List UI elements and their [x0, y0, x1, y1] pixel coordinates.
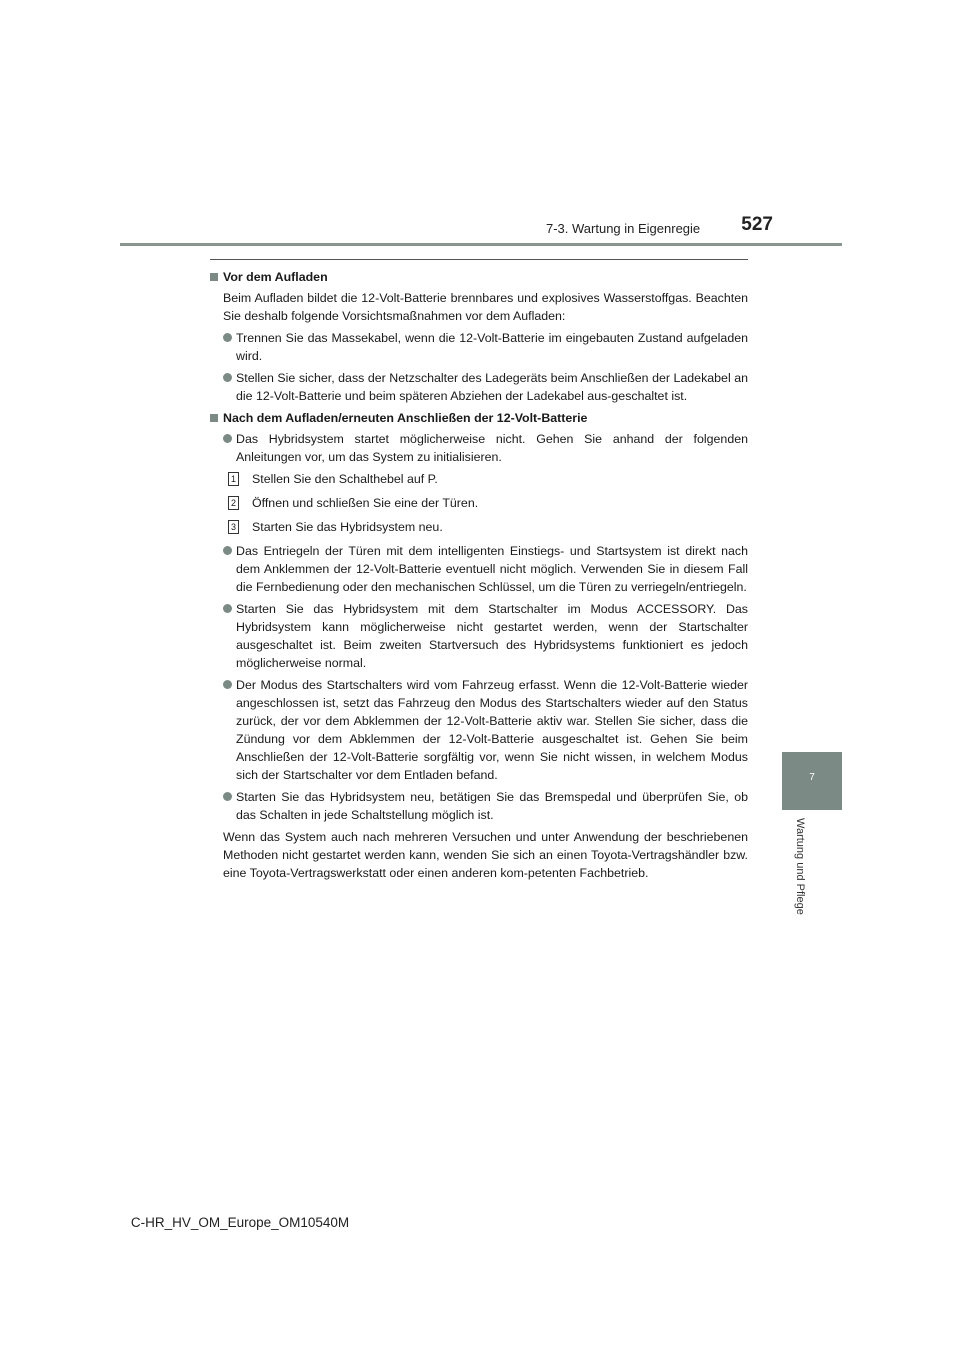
list-item [210, 600, 748, 672]
intro-paragraph: Beim Aufladen bildet die 12-Volt-Batterie brennbares und explosives Wasserstoffgas. Beachten Sie deshalb folgende Vorsichtsmaßnahmen vor dem Aufladen: [223, 291, 748, 323]
list-item-text: Das Hybridsystem startet möglicherweise nicht. Gehen Sie anhand der folgenden Anleitungen vor, um das System zu initialisieren. [236, 432, 748, 464]
heading-before-charging [210, 268, 748, 286]
heading-text: Nach dem Aufladen/erneuten Anschließen der 12-Volt-Batterie [223, 411, 588, 425]
round-bullet-icon [223, 680, 232, 689]
chapter-tab [782, 752, 842, 810]
step-item [210, 494, 748, 512]
round-bullet-icon [223, 792, 232, 801]
step-number-box: 2 [228, 496, 239, 510]
page-content [210, 268, 748, 882]
list-item-text: Starten Sie das Hybridsystem mit dem Startschalter im Modus ACCESSORY. Das Hybridsystem kann möglicherweise nicht gestartet werden, wenn der Startschalter ausgeschaltet ist. Beim zweiten Startversuch des Hybridsystems funktioniert es jedoch möglicherweise normal. [236, 602, 748, 670]
step-item [210, 518, 748, 536]
section-title: 7-3. Wartung in Eigenregie [546, 221, 701, 236]
list-item [210, 788, 748, 824]
document-id: C-HR_HV_OM_Europe_OM10540M [130, 1215, 350, 1230]
step-item [210, 470, 748, 488]
list-item-text: Der Modus des Startschalters wird vom Fahrzeug erfasst. Wenn die 12-Volt-Batterie wieder angeschlossen ist, setzt das Fahrzeug den Modus des Startschalters wieder auf den Status zurück, der vor dem Abklemmen der 12-Volt-Batterie aktiv war. Stellen Sie sicher, dass die Zündung vor dem Abklemmen der 12-Volt-Batterie ausgeschaltet ist. Gehen Sie beim Anschließen der 12-Volt-Batterie sorgfältig vor, wenn Sie nicht wissen, in welchem Modus sich der Startschalter vor dem Entladen befand. [236, 678, 748, 782]
list-item [210, 369, 748, 405]
page-number: 527 [741, 214, 773, 235]
list-item-text: Starten Sie das Hybridsystem neu, betätigen Sie das Bremspedal und überprüfen Sie, ob das Schalten in jede Schaltstellung möglich ist. [236, 790, 748, 822]
square-bullet-icon [210, 414, 218, 422]
round-bullet-icon [223, 373, 232, 382]
step-number-box: 3 [228, 520, 239, 534]
content-top-rule [210, 259, 748, 260]
list-item-text: Das Entriegeln der Türen mit dem intelligenten Einstiegs- und Startsystem ist direkt nach dem Anklemmen der 12-Volt-Batterie eventuell nicht möglich. Verwenden Sie in diesem Fall die Fernbedienung oder den mechanischen Schlüssel, um die Türen zu verriegeln/entriegeln. [236, 544, 748, 594]
step-number-box: 1 [228, 472, 239, 486]
round-bullet-icon [223, 604, 232, 613]
step-text: Öffnen und schließen Sie eine der Türen. [252, 496, 479, 510]
closing-paragraph: Wenn das System auch nach mehreren Versuchen und unter Anwendung der beschriebenen Methoden nicht gestartet werden kann, wenden Sie sich an einen Toyota-Vertragshändler bzw. eine Toyota-Vertragswerkstatt oder einen anderen kom-petenten Fachbetrieb. [223, 830, 748, 880]
round-bullet-icon [223, 434, 232, 443]
list-item [210, 329, 748, 365]
round-bullet-icon [223, 546, 232, 555]
list-item-text: Trennen Sie das Massekabel, wenn die 12-Volt-Batterie im eingebauten Zustand aufgeladen wird. [236, 331, 748, 363]
square-bullet-icon [210, 273, 218, 281]
heading-after-charging [210, 409, 748, 427]
chapter-number: 7 [809, 772, 815, 783]
list-item [210, 676, 748, 784]
list-item-text: Stellen Sie sicher, dass der Netzschalter des Ladegeräts beim Anschließen der Ladekabel an die 12-Volt-Batterie und beim späteren Abziehen der Ladekabel aus-geschaltet ist. [236, 371, 748, 403]
step-text: Starten Sie das Hybridsystem neu. [252, 520, 443, 534]
list-item [210, 542, 748, 596]
header-rule [120, 243, 842, 246]
heading-text: Vor dem Aufladen [223, 270, 328, 284]
step-text: Stellen Sie den Schalthebel auf P. [252, 472, 438, 486]
chapter-label: Wartung und Pflege [794, 818, 806, 915]
round-bullet-icon [223, 333, 232, 342]
list-item [210, 430, 748, 466]
